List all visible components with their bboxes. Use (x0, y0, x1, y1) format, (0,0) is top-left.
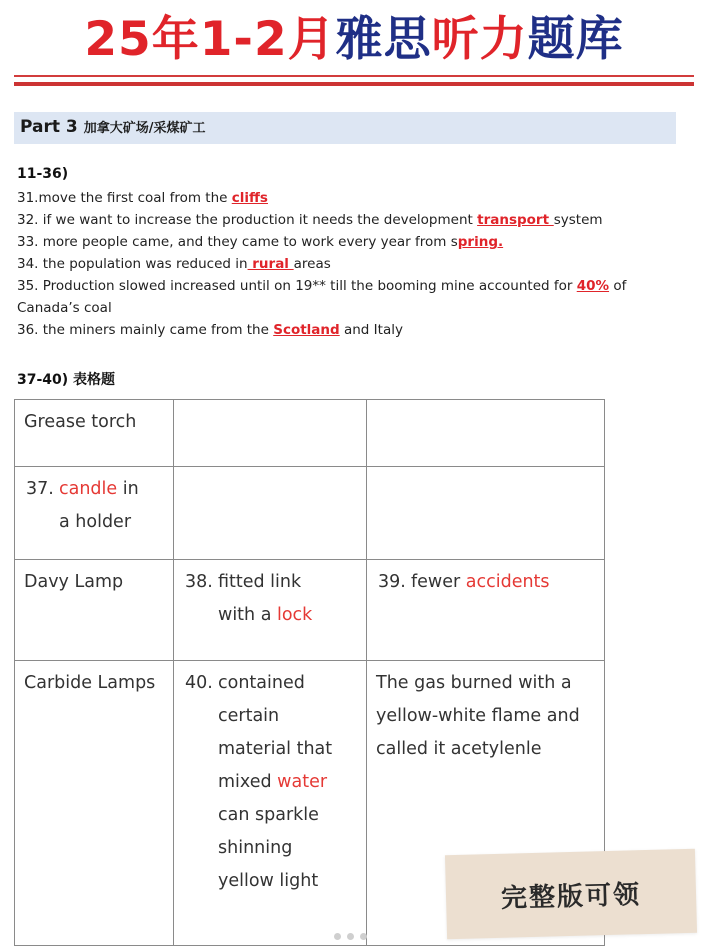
question-line: 33. more people came, and they came to work every year from spring. (17, 234, 504, 250)
badge-label: 完整版可领 (500, 880, 642, 914)
answer-text: pring. (457, 234, 504, 250)
answer-text: candle (59, 479, 118, 499)
part-label: Part 3 (20, 117, 78, 137)
full-version-badge[interactable] (445, 849, 697, 940)
table-cell: Grease torch (15, 400, 174, 467)
answer-text: transport (477, 212, 554, 228)
part-topic: 加拿大矿场/采煤矿工 (83, 121, 206, 136)
question-line: 36. the miners mainly came from the Scotland and Italy (17, 322, 403, 338)
page-indicator (334, 925, 373, 944)
title-segment-date: 25年1-2月 (84, 12, 336, 67)
answer-text: accidents (465, 572, 550, 592)
title-divider-thin (14, 75, 694, 77)
title-segment-bank: 题库 (527, 12, 624, 67)
table-cell: The gas burned with a yellow-white flame and called it acetylenle (367, 661, 605, 946)
table-cell (174, 400, 367, 467)
page-dot (347, 933, 354, 940)
answer-text: lock (276, 605, 313, 625)
part-header (14, 112, 676, 144)
page-title (0, 10, 708, 70)
table-cell: 39. fewer accidents (367, 560, 605, 661)
question-line: 31.move the first coal from the cliffs (17, 190, 268, 206)
answer-text: water (277, 772, 328, 792)
page-dot (360, 933, 367, 940)
table-cell: 38. fitted link with a lock (174, 560, 367, 661)
section-heading-37-40: 37-40) 表格题 (17, 372, 116, 388)
question-line: 35. Production slowed increased until on 19** till the booming mine accounted for 40% of (17, 278, 627, 294)
question-line-continuation: Canada’s coal (17, 300, 112, 316)
table-row (15, 467, 605, 560)
table-row (15, 400, 605, 467)
section-heading-11-36: 11-36) (17, 166, 69, 182)
title-segment-ielts: 雅思 (335, 12, 432, 67)
answer-text: rural (247, 256, 294, 272)
table-cell (367, 467, 605, 560)
table-row (15, 560, 605, 661)
page-dot (334, 933, 341, 940)
answer-text: cliffs (231, 190, 268, 206)
table-cell: 37. candle in a holder (15, 467, 174, 560)
title-segment-listening: 听力 (431, 12, 528, 67)
question-line: 34. the population was reduced in rural areas (17, 256, 331, 272)
question-line: 32. if we want to increase the production it needs the development transport system (17, 212, 603, 228)
table-cell: Davy Lamp (15, 560, 174, 661)
table-cell (367, 400, 605, 467)
table-cell: 40. contained certain material that mixed water can sparkle shinning yellow light (174, 661, 367, 946)
table-cell: Carbide Lamps (15, 661, 174, 946)
answer-text: 40% (576, 278, 610, 294)
title-divider-thick (14, 82, 694, 86)
table-cell (174, 467, 367, 560)
answer-text: Scotland (273, 322, 340, 338)
